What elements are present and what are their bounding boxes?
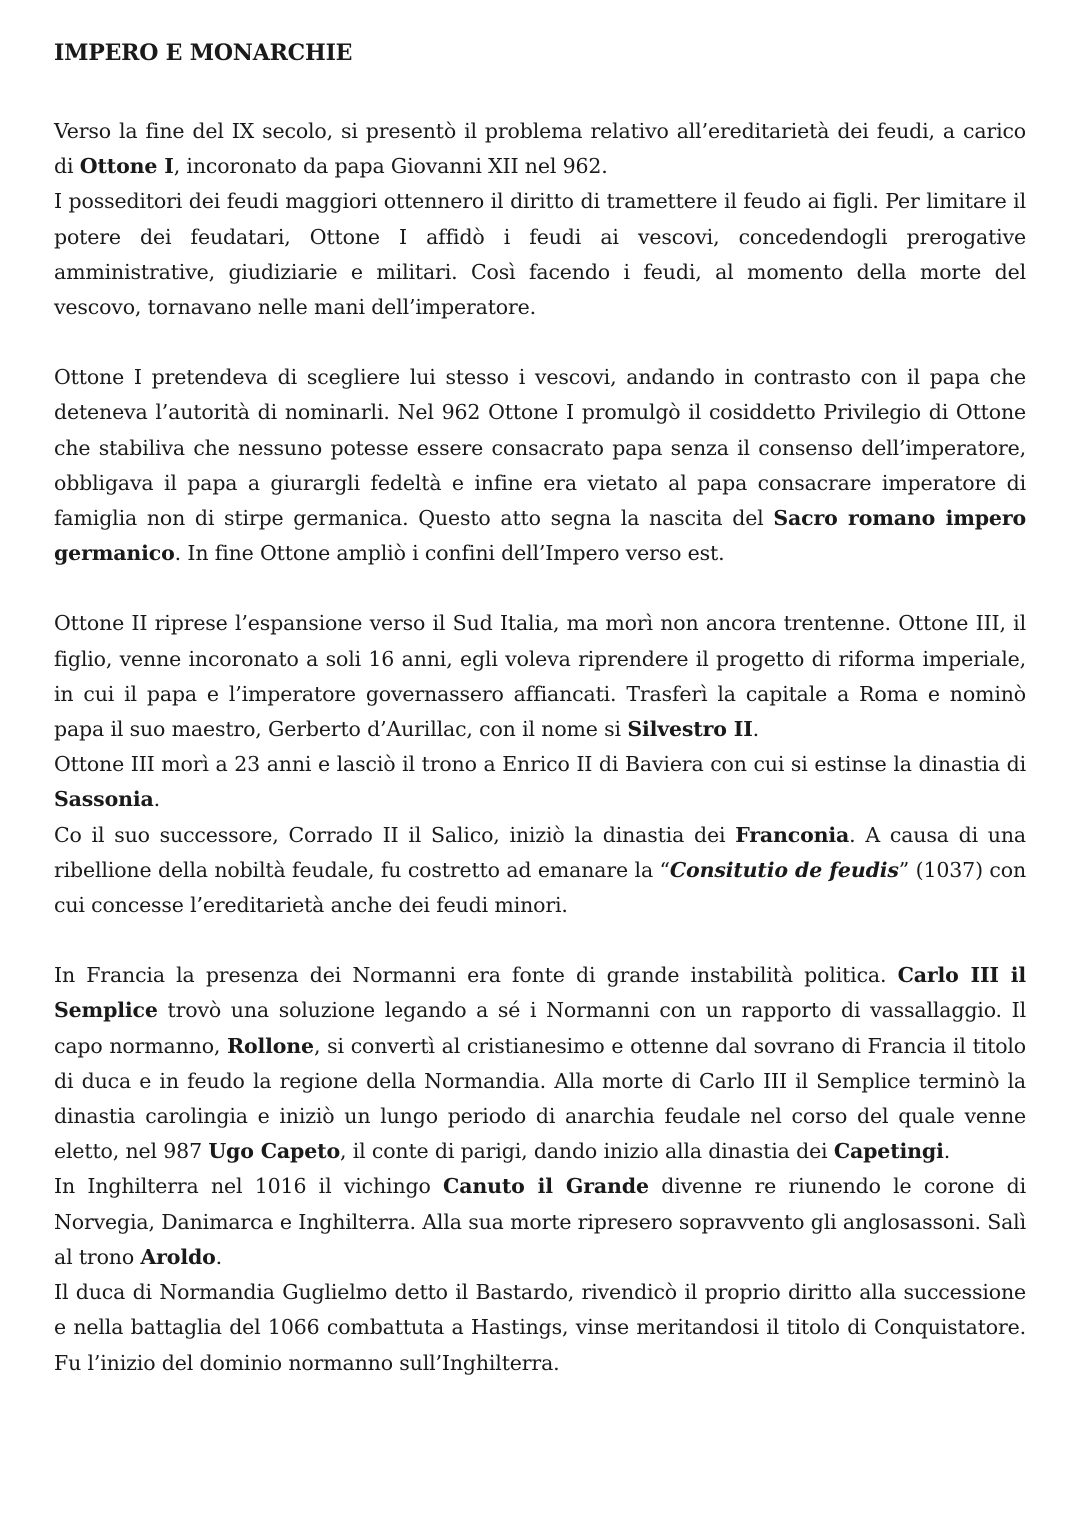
keyword-ottone-i: Ottone I bbox=[79, 154, 174, 179]
keyword-franconia: Franconia bbox=[735, 822, 850, 847]
text-line: Verso la fine del IX secolo, si presentò il problema relativo all’ereditarietà dei feudi, a carico di Ottone I, incoronato da papa Giovanni XII nel 962. bbox=[54, 119, 1026, 179]
keyword-silvestro-ii: Silvestro II bbox=[627, 717, 753, 742]
text-line: Ottone II riprese l’espansione verso il Sud Italia, ma morì non ancora trentenne. Ottone III, il figlio, venne incoronato a soli 16 anni, egli voleva riprendere il progetto di riforma imperiale, in cui il papa e l’imperatore governassero affiancati. Trasferì la capitale a Roma e nominò papa il suo maestro, Gerberto d’Aurillac, con il nome si Silvestro II. bbox=[54, 611, 1026, 742]
keyword-rollone: Rollone bbox=[227, 1033, 314, 1058]
keyword-consitutio-de-feudis: Consitutio de feudis bbox=[669, 857, 899, 882]
text-line: Ottone III morì a 23 anni e lasciò il trono a Enrico II di Baviera con cui si estinse la dinastia di Sassonia. bbox=[54, 752, 1026, 812]
keyword-carlo-iii: Carlo III il Semplice bbox=[54, 963, 1026, 1023]
text-line: Co il suo successore, Corrado II il Salico, iniziò la dinastia dei Franconia. A causa di una ribellione della nobiltà feudale, fu costretto ad emanare la “Consitutio de feudis” (1037) con cui concesse l’ereditarietà anche dei feudi minori. bbox=[54, 822, 1027, 918]
paragraph-ottone-i bbox=[54, 114, 1026, 325]
text-line: In Francia la presenza dei Normanni era fonte di grande instabilità politica. Carlo III il Semplice trovò una soluzione legando a sé i Normanni con un rapporto di vassallaggio. Il capo normanno, Rollone, si convertì al cristianesimo e ottenne dal sovrano di Francia il titolo di duca e in feudo la regione della Normandia. Alla morte di Carlo III il Semplice terminò la dinastia carolingia e iniziò un lungo periodo di anarchia feudale nel corso del quale venne eletto, nel 987 Ugo Capeto, il conte di parigi, dando inizio alla dinastia dei Capetingi. bbox=[54, 963, 1026, 1164]
keyword-sassonia: Sassonia bbox=[54, 787, 154, 812]
text-line: Il duca di Normandia Guglielmo detto il Bastardo, rivendicò il proprio diritto alla successione e nella battaglia del 1066 combattuta a Hastings, vinse meritandosi il titolo di Conquistatore. Fu l’inizio del dominio normanno sull’Inghilterra. bbox=[54, 1280, 1026, 1375]
keyword-aroldo: Aroldo bbox=[140, 1244, 216, 1269]
text-line: I posseditori dei feudi maggiori ottennero il diritto di tramettere il feudo ai figli. Per limitare il potere dei feudatari, Ottone I affidò i feudi ai vescovi, concedendogli prerogative amministrative, giudiziarie e militari. Così facendo i feudi, al momento della morte del vescovo, tornavano nelle mani dell’imperatore. bbox=[54, 189, 1026, 320]
paragraph-ottone-ii-iii bbox=[54, 606, 1026, 923]
keyword-sacro-romano-impero: Sacro romano impero germanico bbox=[54, 506, 1026, 566]
document-title: IMPERO E MONARCHIE bbox=[54, 40, 353, 66]
paragraph-privilegio bbox=[54, 360, 1026, 571]
paragraph-francia-inghilterra bbox=[54, 958, 1026, 1380]
text-line: Ottone I pretendeva di scegliere lui stesso i vescovi, andando in contrasto con il papa che deteneva l’autorità di nominarli. Nel 962 Ottone I promulgò il cosiddetto Privilegio di Ottone che stabiliva che nessuno potesse essere consacrato papa senza il consenso dell’imperatore, obbligava il papa a giurargli fedeltà e infine era vietato al papa consacrare imperatore di famiglia non di stirpe germanica. Questo atto segna la nascita del Sacro romano impero germanico. In fine Ottone ampliò i confini dell’Impero verso est. bbox=[54, 365, 1026, 566]
keyword-canuto: Canuto il Grande bbox=[443, 1174, 649, 1199]
text-line: In Inghilterra nel 1016 il vichingo Canuto il Grande divenne re riunendo le corone di Norvegia, Danimarca e Inghilterra. Alla sua morte ripresero sopravvento gli anglosassoni. Salì al trono Aroldo. bbox=[54, 1174, 1026, 1269]
keyword-ugo-capeto: Ugo Capeto bbox=[208, 1139, 340, 1164]
keyword-capetingi: Capetingi bbox=[833, 1139, 944, 1164]
